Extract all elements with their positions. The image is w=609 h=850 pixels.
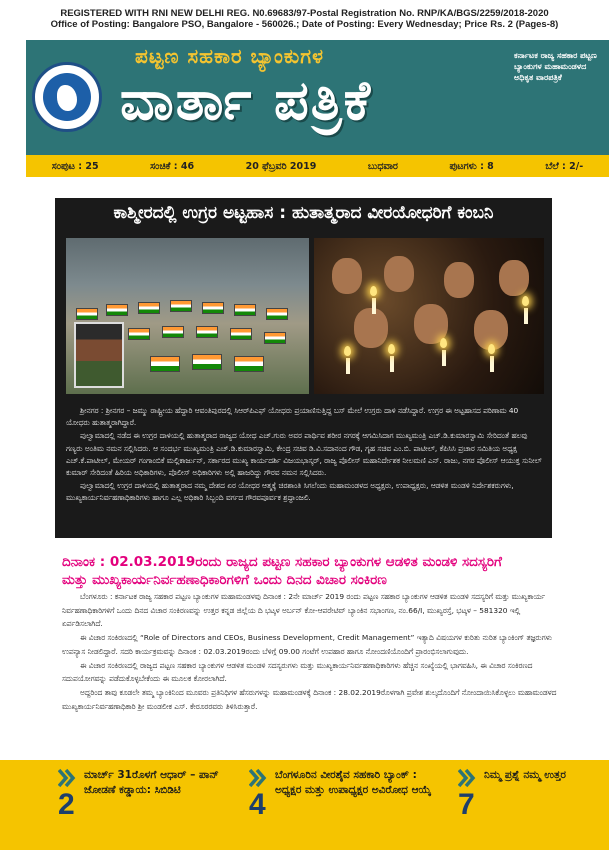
federation-logo [32,62,102,132]
footer-page-number: 4 [249,788,266,821]
seminar-story-body [62,590,558,713]
registration-line-1: REGISTERED WITH RNI NEW DELHI REG. N0.69683/97-Postal Registration No. RNP/KA/BGS/2259/2018-2020 [60,8,549,19]
masthead-title: ವಾರ್ತಾ ಪತ್ರಿಕೆ [120,69,373,132]
issue-info-bar [26,155,609,177]
issue-weekday: ಬುಧವಾರ [367,160,398,172]
seminar-paragraph-1: ಬೆಂಗಳೂರು : ಕರ್ನಾಟಕ ರಾಜ್ಯ ಸಹಕಾರ ಪಟ್ಟಣ ಬ್ಯಾಂಕುಗಳ ಮಹಾಮಂಡಳವು ದಿನಾಂಕ : 2ನೇ ಮಾರ್ಚ್ 2019 ರಂದು ಪಟ್ಟಣ ಸಹಕಾರ ಬ್ಯಾಂಕುಗಳ ಆಡಳಿತ ಮಂಡಳಿ ಸದಸ್ಯರಿಗೆ ಮತ್ತು ಮುಖ್ಯಕಾರ್ಯ ನಿರ್ವಹಣಾಧಿಕಾರಿಗಳಿಗೆ ಒಂದು ದಿನದ ವಿಚಾರ ಸಂಕಿರಣವನ್ನು ಉತ್ತರ ಕನ್ನಡ ಜಿಲ್ಲೆಯ ದಿ ಭಟ್ಕಳ ಅರ್ಬನ್ ಕೋ-ಆಪರೇಟಿವ್ ಬ್ಯಾಂಕಿನ ಸಭಾಂಗಣ, ನಂ.66/I, ಮುಖ್ಯರಸ್ತೆ, ಭಟ್ಕಳ – 581320 ಇಲ್ಲಿ ಏರ್ಪಡಿಸಲಾಗಿದೆ. [62,592,546,629]
masthead-tagline: ಕರ್ನಾಟಕ ರಾಜ್ಯ ಸಹಕಾರ ಪಟ್ಟಣ ಬ್ಯಾಂಕುಗಳ ಮಹಾಮಂಡಳದ ಅಧಿಕೃತ ವಾರಪತ್ರಿಕೆ [514,51,597,82]
footer-teaser-3[interactable] [458,768,598,848]
issue-pages: ಪುಟಗಳು : 8 [449,160,494,172]
seminar-headline-line-1: ದಿನಾಂಕ : 02.03.2019ರಂದು ರಾಜ್ಯದ ಪಟ್ಟಣ ಸಹಕಾರ ಬ್ಯಾಂಕುಗಳ ಆಡಳಿತ ಮಂಡಳಿ ಸದಸ್ಯರಿಗೆ [62,554,502,570]
footer-teaser-text: ಬೆಂಗಳೂರಿನ ವೀರಶೈವ ಸಹಕಾರಿ ಬ್ಯಾಂಕ್ : ಅಧ್ಯಕ್ಷರ ಮತ್ತು ಉಪಾಧ್ಯಕ್ಷರ ಅವಿರೋಧ ಆಯ್ಕೆ [275,769,432,796]
lead-paragraph-3: ಪುಲ್ವಾಮಾದಲ್ಲಿ ಉಗ್ರರ ದಾಳಿಯಲ್ಲಿ ಹುತಾತ್ಮರಾದ ನಮ್ಮ ದೇಶದ ಏರ ಯೋಧರ ಆತ್ಮಕ್ಕೆ ಚಿರಶಾಂತಿ ಸಿಗಲೆಂದು ಮಹಾಮಂಡಳದ ಅಧ್ಯಕ್ಷರು, ಉಪಾಧ್ಯಕ್ಷರು, ಆಡಳಿತ ಮಂಡಳಿ ನಿರ್ದೇಶಕರುಗಳು, ಮುಖ್ಯಕಾರ್ಯನಿರ್ವಹಣಾಧಿಕಾರಿಗಳು ಹಾಗೂ ಎಲ್ಲ ಅಧಿಕಾರಿ ಸಿಬ್ಬಂದಿ ವರ್ಗದ ಗೌರವಪೂರ್ವಕ ಶ್ರದ್ಧಾಂಜಲಿ. [66,481,514,503]
issue-date: 20 ಫೆಬ್ರವರಿ 2019 [245,160,317,172]
issue-volume: ಸಂಪುಟ : 25 [51,160,99,172]
footer-page-number: 2 [58,788,75,821]
logo-emblem [43,73,91,121]
double-chevron-icon [458,768,476,788]
karnataka-map-icon [57,85,77,111]
lead-story-headline: ಕಾಶ್ಮೀರದಲ್ಲಿ ಉಗ್ರರ ಅಟ್ಟಹಾಸ : ಹುತಾತ್ಮರಾದ ವೀರಯೋಧರಿಗೆ ಕಂಬನಿ [113,203,494,223]
soldier-portrait-inset [74,322,124,388]
masthead-subtitle: ಪಟ್ಟಣ ಸಹಕಾರ ಬ್ಯಾಂಕುಗಳ [135,44,324,68]
double-chevron-icon [249,768,267,788]
seminar-paragraph-2: ಈ ವಿಚಾರ ಸಂಕಿರಣದಲ್ಲಿ “Role of Directors and CEOs, Business Development, Credit Management” ಇತ್ಯಾದಿ ವಿಷಯಗಳ ಕುರಿತು ನುರಿತ ಬ್ಯಾಂಕಿಂಗ್ ತಜ್ಞರುಗಳು ಉಪನ್ಯಾಸ ನೀಡಲಿದ್ದಾರೆ. ಸದರಿ ಕಾರ್ಯಕ್ರಮವನ್ನು ದಿನಾಂಕ : 02.03.2019ರಂದು ಬೆಳಿಗ್ಗೆ 09.00 ಗಂಟೆಗೆ ಉಪಹಾರ ಹಾಗೂ ನೋಂದಣಿಯೊಂದಿಗೆ ಪ್ರಾರಂಭಿಸಲಾಗುವುದು. [62,633,552,656]
footer-teaser-text: ಮಾರ್ಚ್ 31ರೊಳಗೆ ಆಧಾರ್ – ಪಾನ್ ಜೋಡಣೆ ಕಡ್ಡಾಯ: ಸಿಬಿಡಿಟಿ [84,769,219,796]
registration-info [0,8,609,30]
lead-story-body [66,405,542,506]
lead-paragraph-2: ಪುಲ್ವಾಮಾದಲ್ಲಿ ನಡೆದ ಈ ಉಗ್ರರ ದಾಳಿಯಲ್ಲಿ ಹುತಾತ್ಮರಾದ ರಾಜ್ಯದ ಯೋಧ ಎಚ್.ಗುರು ಅವರ ಪಾರ್ಥಿವ ಶರೀರ ನಗರಕ್ಕೆ ಆಗಮಿಸಿದಾಗ ಮುಖ್ಯಮಂತ್ರಿ ಎಚ್.ಡಿ.ಕುಮಾರಸ್ವಾಮಿ ಸೇರಿದಂತೆ ಹಲವು ಗಣ್ಯರು ಅಂತಿಮ ನಮನ ಸಲ್ಲಿಸಿದರು. ಆ ಸಂದರ್ಭ ಮುಖ್ಯಮಂತ್ರಿ ಎಚ್.ಡಿ.ಕುಮಾರಸ್ವಾಮಿ, ಕೇಂದ್ರ ಸಚಿವ ಡಿ.ವಿ.ಸದಾನಂದ ಗೌಡ, ಗೃಹ ಸಚಿವ ಎಂ.ಬಿ. ಪಾಟೀಲ್, ಕೆಪಿಸಿಸಿ ಪ್ರಚಾರ ಸಮಿತಿಯ ಅಧ್ಯಕ್ಷ ಎಚ್.ಕೆ.ಪಾಟೀಲ್, ಮೇಯರ್ ಗಂಗಾಂಬಿಕೆ ಮಲ್ಲಿಕಾರ್ಜುನ್, ಸರ್ಕಾರದ ಮುಖ್ಯ ಕಾರ್ಯದರ್ಶಿ ವಿಜಯಭಾಸ್ಕರ್, ರಾಜ್ಯ ಪೊಲೀಸ್ ಮಹಾನಿರ್ದೇಶಕ ನೀಲಮಣಿ ಎನ್. ರಾಜು, ನಗರ ಪೊಲೀಸ್ ಆಯುಕ್ತ ಸುನೀಲ್ ಕುಮಾರ್ ಸೇರಿದಂತೆ ಹಿರಿಯ ಅಧಿಕಾರಿಗಳು, ಪೊಲೀಸ್ ಅಧಿಕಾರಿಗಳು ಅಲ್ಲಿ ಹಾಜರಿದ್ದು ಗೌರವ ನಮನ ಸಲ್ಲಿಸಿದರು. [66,431,542,478]
footer-teaser-2[interactable] [249,768,449,848]
registration-line-2: Office of Posting: Bangalore PSO, Bangalore - 560026.; Date of Posting: Every Wednesday; Price Rs. 2 (Pages-8) [50,19,559,30]
issue-number: ಸಂಚಿಕೆ : 46 [150,160,195,172]
seminar-headline-line-2: ಮತ್ತು ಮುಖ್ಯಕಾರ್ಯನಿರ್ವಹಣಾಧಿಕಾರಿಗಳಿಗೆ ಒಂದು ದಿನದ ವಿಚಾರ ಸಂಕಿರಣ [62,572,387,588]
footer-teaser-1[interactable] [58,768,238,848]
seminar-paragraph-4: ಅದ್ದರಿಂದ ತಾವು ಕೂಡಲೇ ತಮ್ಮ ಬ್ಯಾಂಕಿನಿಂದ ಮೂವರು ಪ್ರತಿನಿಧಿಗಳ ಹೆಸರುಗಳನ್ನು ಮಹಾಮಂಡಳಕ್ಕೆ ದಿನಾಂಕ : 28.02.2019ರೊಳಗಾಗಿ ಪ್ರವೇಶ ಶುಲ್ಕದೊಂದಿಗೆ ನೋಂದಾಯಿಸಿಕೊಳ್ಳಲು ಮಹಾಮಂಡಳದ ಮುಖ್ಯಕಾರ್ಯನಿರ್ವಹಣಾಧಿಕಾರಿ ಶ್ರೀ ಮಂಡಲೀಕ ಎಸ್. ಕೇರೂರರವರು ತಿಳಿಸಿರುತ್ತಾರೆ. [62,687,557,711]
issue-price: ಬೆಲೆ : 2/- [545,160,584,172]
double-chevron-icon [58,768,76,788]
seminar-paragraph-3: ಈ ವಿಚಾರ ಸಂಕಿರಣದಲ್ಲಿ ರಾಜ್ಯದ ಪಟ್ಟಣ ಸಹಕಾರ ಬ್ಯಾಂಕುಗಳ ಆಡಳಿತ ಮಂಡಳಿ ಸದಸ್ಯರುಗಳು ಮತ್ತು ಮುಖ್ಯಕಾರ್ಯನಿರ್ವಹಣಾಧಿಕಾರಿಗಳು ಹೆಚ್ಚಿನ ಸಂಖ್ಯೆಯಲ್ಲಿ ಭಾಗವಹಿಸಿ, ಈ ವಿಚಾರ ಸಂಕಿರಣದ ಸದುಪಯೋಗವನ್ನು ಪಡೆದುಕೊಳ್ಳಬೇಕೆಂದು ಈ ಮೂಲಕ ಕೋರಲಾಗಿದೆ. [62,660,533,684]
candlelight-vigil-photo [314,238,544,394]
footer-page-number: 7 [458,788,475,821]
lead-paragraph-1: ಶ್ರೀನಗರ : ಶ್ರೀನಗರ – ಜಮ್ಮು ರಾಷ್ಟ್ರೀಯ ಹೆದ್ದಾರಿ ಆವಂತಿಪುರದಲ್ಲಿ ಸಿಆರ್‌ಪಿಎಫ್ ಯೋಧರು ಪ್ರಯಾಣಿಸುತ್ತಿದ್ದ ಬಸ್ ಮೇಲೆ ಉಗ್ರರು ದಾಳಿ ನಡೆಸಿದ್ದಾರೆ. ಉಗ್ರರ ಈ ಅಟ್ಟಹಾಸದ ಪರಿಣಾಮ 40 ಯೋಧರು ಹುತಾತ್ಮರಾಗಿದ್ದಾರೆ. [66,406,519,428]
footer-teaser-text: ನಿಮ್ಮ ಪ್ರಶ್ನೆ ನಮ್ಮ ಉತ್ತರ [484,769,566,781]
